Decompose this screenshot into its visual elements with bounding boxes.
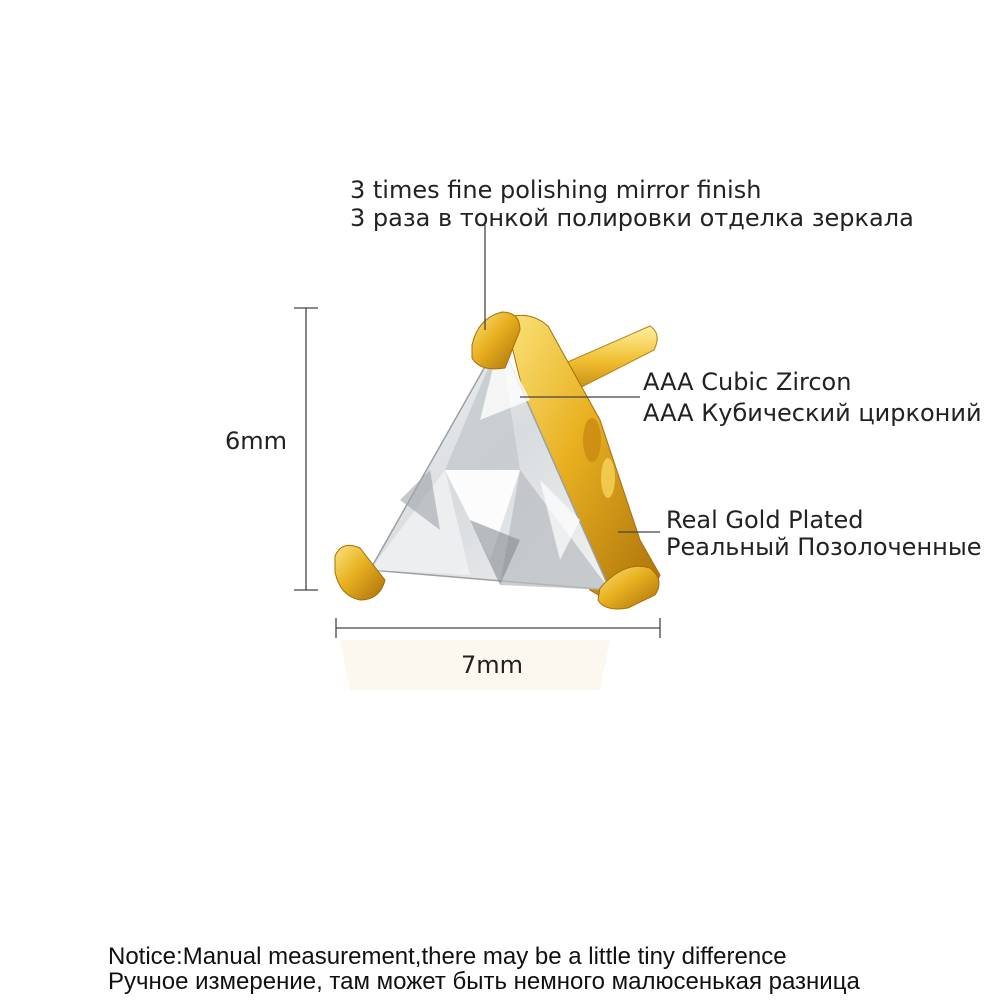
width-dimension: [336, 618, 660, 638]
polish-label-ru: 3 раза в тонкой полировки отделка зеркала: [350, 204, 914, 232]
height-dimension: [294, 308, 318, 590]
zircon-label-en: AAA Cubic Zircon: [643, 368, 852, 396]
gold-label-ru: Реальный Позолоченные: [666, 533, 982, 561]
gold-label-en: Real Gold Plated: [666, 506, 864, 534]
notice-ru: Ручное измерение, там может быть немного малюсенькая разница: [108, 968, 860, 995]
width-label: 7mm: [461, 651, 524, 679]
notice-en: Notice:Manual measurement,there may be a little tiny difference: [108, 943, 787, 970]
height-label: 6mm: [225, 427, 288, 455]
zircon-label-ru: AAA Кубический цирконий: [643, 399, 982, 427]
polish-label-en: 3 times fine polishing mirror finish: [350, 176, 762, 204]
